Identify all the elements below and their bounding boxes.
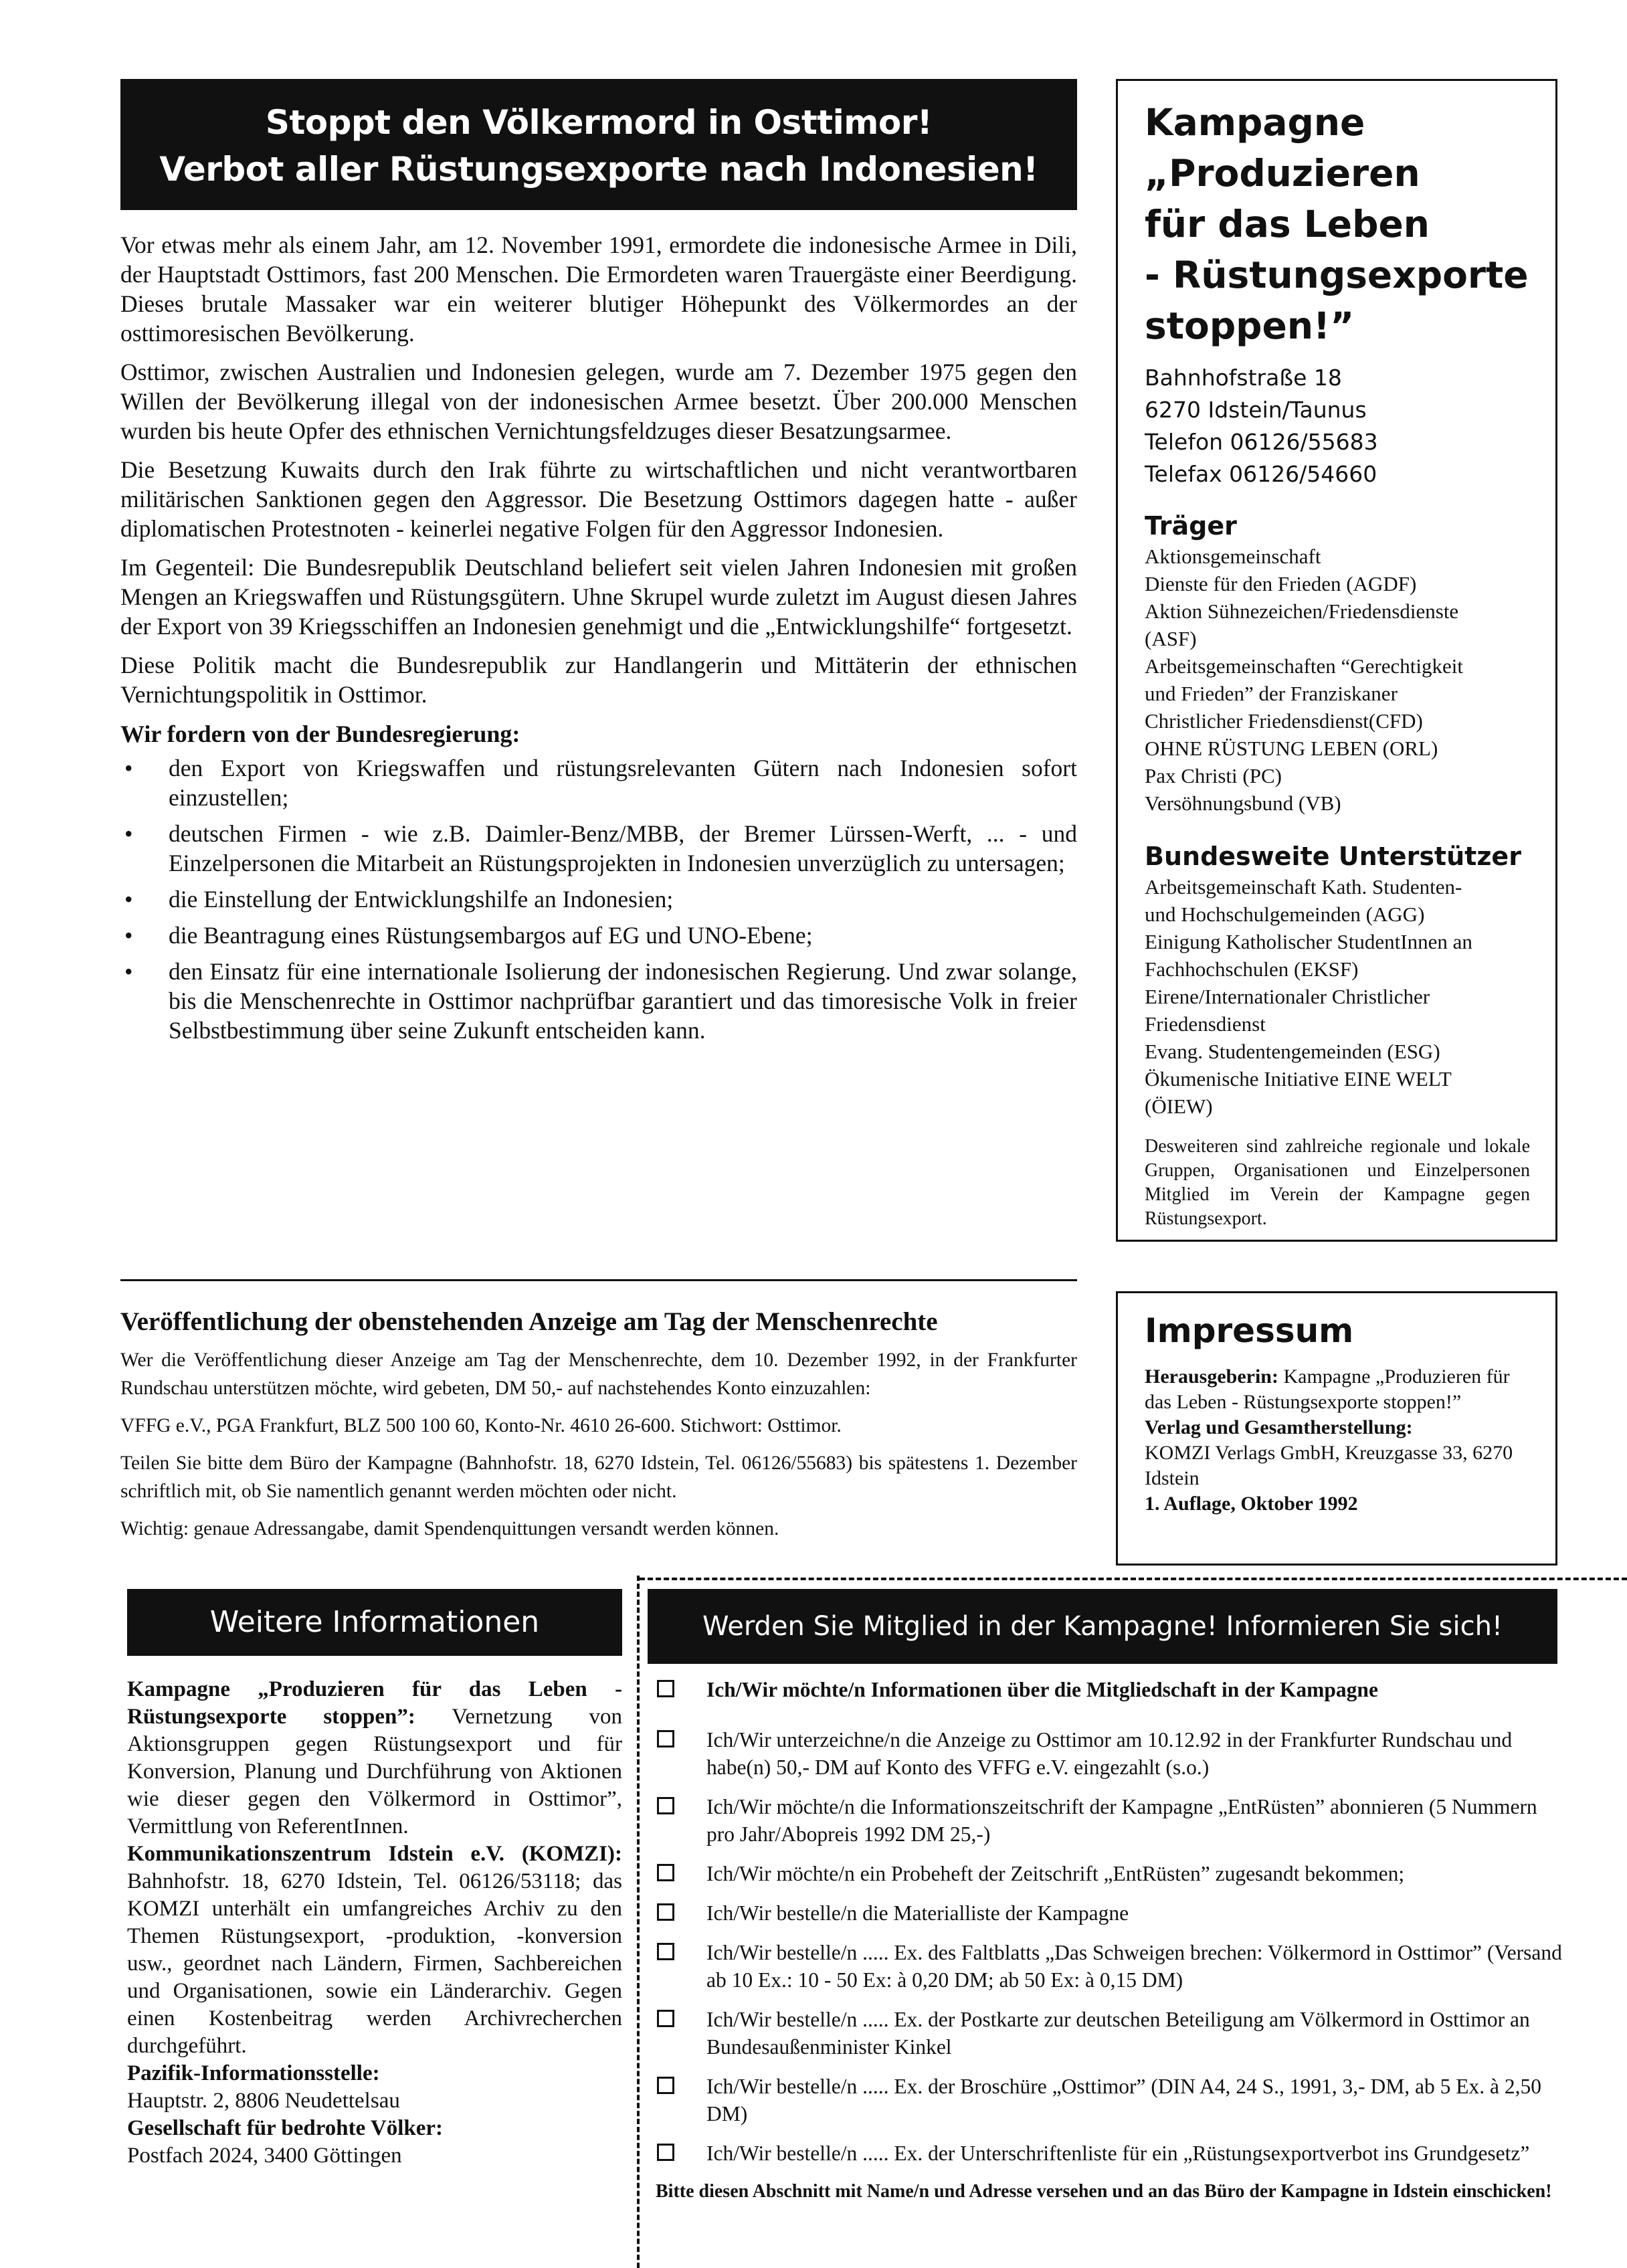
supporter-item: Ökumenische Initiative EINE WELT	[1145, 1067, 1452, 1091]
checkbox[interactable]	[657, 1864, 674, 1881]
traeger-item: Aktionsgemeinschaft	[1145, 545, 1321, 568]
supporter-item: Arbeitsgemeinschaft Kath. Studenten-	[1145, 875, 1462, 899]
info-entry-name: Pazifik-Informationsstelle:	[127, 2061, 380, 2085]
checkbox[interactable]	[657, 1903, 674, 1921]
article-paragraph: Diese Politik macht die Bundesrepublik zur Handlangerin und Mittäterin der ethnischen Vernichtungspolitik in Osttimor.	[120, 652, 1077, 708]
traeger-item: OHNE RÜSTUNG LEBEN (ORL)	[1145, 737, 1438, 760]
supporter-item: Fachhochschulen (EKSF)	[1145, 957, 1359, 981]
info-entry-text: Vernetzung von Aktionsgruppen gegen Rüstungsexport und für Konversion, Planung und Durchführung von Aktionen wie dieser gegen den Völkermord in Osttimor”, Vermittlung von ReferentInnen.	[127, 1705, 622, 1838]
headline-line-2: Verbot aller Rüstungsexporte nach Indonesien!	[159, 150, 1038, 189]
article-paragraph: Die Besetzung Kuwaits durch den Irak führte zu wirtschaftlichen und nicht verantwortbaren militärischen Sanktionen gegen den Aggressor. Die Besetzung Osttimors dagegen hatte - außer diplomatischen Protestnoten - keinerlei negative Folgen für den Aggressor Indonesien.	[120, 456, 1077, 542]
edition-text: 1. Auflage, Oktober 1992	[1145, 1493, 1358, 1515]
cut-line-horizontal	[640, 1578, 1627, 1580]
option-text: Ich/Wir möchte/n ein Probeheft der Zeitschrift „EntRüsten” zugesandt bekommen;	[706, 1862, 1405, 1885]
checkbox[interactable]	[657, 1730, 674, 1747]
article-paragraph: Vor etwas mehr als einem Jahr, am 12. November 1991, ermordete die indonesische Armee in Dili, der Hauptstadt Osttimors, fast 200 Menschen. Die Ermordeten waren Trauergäste einer Beerdigung. Dieses brutale Massaker war ein weiterer blutiger Höhepunkt des Völkermordes an der osttimoresischen Bevölkerung.	[120, 231, 1077, 347]
campaign-info-box	[1116, 79, 1557, 1242]
section-divider	[120, 1279, 1077, 1281]
checkbox[interactable]	[657, 2144, 674, 2161]
membership-option	[656, 1899, 1565, 1927]
info-entry	[127, 1676, 622, 1840]
demand-item	[120, 884, 1077, 914]
membership-option	[656, 2006, 1565, 2061]
checkbox[interactable]	[657, 1943, 674, 1960]
option-text: Ich/Wir bestelle/n ..... Ex. der Unterschriftenliste für ein „Rüstungsexportverbot ins Grundgesetz”	[706, 2142, 1530, 2165]
membership-option	[656, 2073, 1565, 2128]
membership-option	[656, 2140, 1565, 2167]
traeger-item: und Frieden” der Franziskaner	[1145, 682, 1398, 705]
supporter-item: Eirene/Internationaler Christlicher	[1145, 985, 1430, 1008]
checkbox[interactable]	[657, 1680, 674, 1697]
traeger-item: Arbeitsgemeinschaften “Gerechtigkeit	[1145, 654, 1463, 678]
info-banner: Weitere Informationen	[127, 1589, 622, 1656]
campaign-title-line: für das Leben	[1145, 203, 1430, 246]
membership-form	[656, 1676, 1565, 2204]
impressum-publisher	[1145, 1364, 1530, 1415]
membership-instructions: Bitte diesen Abschnitt mit Name/n und Adresse versehen und an das Büro der Kampagne in Idstein einschicken!	[656, 2181, 1552, 2202]
traeger-heading: Träger	[1145, 511, 1237, 541]
demand-item	[120, 957, 1077, 1045]
bullet-icon: •	[124, 922, 133, 949]
info-entry-text: Bahnhofstr. 18, 6270 Idstein, Tel. 06126/53118; das KOMZI unterhält ein umfangreiches Archiv zu den Themen Rüstungsexport, -produktion, -konversion usw., geordnet nach Ländern, Firmen, Sachbereichen und Organisationen, sowie ein Länderarchiv. Gegen einen Kostenbeitrag werden Archivrecherchen durchgeführt.	[127, 1869, 622, 2058]
option-text: Ich/Wir bestelle/n ..... Ex. des Faltblatts „Das Schweigen brechen: Völkermord in Osttimor” (Versand ab 10 Ex.: 10 - 50 Ex: à 0,20 DM; ab 50 Ex: à 0,15 DM)	[706, 1941, 1562, 1992]
demands-list	[120, 753, 1077, 1045]
option-text: Ich/Wir unterzeichne/n die Anzeige zu Osttimor am 10.12.92 in der Frankfurter Rundschau und habe(n) 50,- DM auf Konto des VFFG e.V. eingezahlt (s.o.)	[706, 1728, 1513, 1779]
production-label: Verlag und Gesamtherstellung:	[1145, 1416, 1413, 1438]
membership-option	[656, 1726, 1565, 1781]
option-text: Ich/Wir bestelle/n die Materialliste der Kampagne	[706, 1901, 1129, 1925]
campaign-address	[1145, 362, 1530, 490]
publication-paragraph: Wer die Veröffentlichung dieser Anzeige am Tag der Menschenrechte, dem 10. Dezember 1992, in der Frankfurter Rundschau unterstützen möchte, wird gebeten, DM 50,- auf nachstehendes Konto einzuzahlen:	[120, 1349, 1077, 1399]
traeger-item: (ASF)	[1145, 627, 1197, 650]
option-text: Ich/Wir möchte/n Informationen über die Mitgliedschaft in der Kampagne	[706, 1678, 1378, 1701]
bullet-icon: •	[124, 958, 133, 985]
option-text: Ich/Wir bestelle/n ..... Ex. der Postkarte zur deutschen Beteiligung am Völkermord in Osttimor an Bundesaußenminister Kinkel	[706, 2008, 1530, 2059]
traeger-item: Versöhnungsbund (VB)	[1145, 791, 1341, 815]
campaign-title-line: stoppen!”	[1145, 304, 1355, 347]
demand-text: deutschen Firmen - wie z.B. Daimler-Benz/MBB, der Bremer Lürssen-Werft, ... - und Einzelpersonen die Mitarbeit an Rüstungsprojekten in Indonesien unverzüglich zu untersagen;	[169, 820, 1077, 876]
supporter-item: (ÖIEW)	[1145, 1095, 1213, 1118]
publication-paragraph: VFFG e.V., PGA Frankfurt, BLZ 500 100 60, Konto-Nr. 4610 26-600. Stichwort: Osttimor.	[120, 1415, 842, 1436]
membership-option	[656, 1793, 1565, 1848]
address-line: 6270 Idstein/Taunus	[1145, 397, 1367, 423]
info-entry	[127, 2060, 622, 2115]
option-text: Ich/Wir bestelle/n ..... Ex. der Broschüre „Osttimor” (DIN A4, 24 S., 1991, 3,- DM, ab 5 Ex. à 2,50 DM)	[706, 2075, 1541, 2125]
supporters-list	[1145, 873, 1530, 1120]
traeger-item: Pax Christi (PC)	[1145, 764, 1282, 787]
bullet-icon: •	[124, 820, 133, 847]
headline-line-1: Stoppt den Völkermord in Osttimor!	[265, 103, 933, 142]
campaign-title-line: „Produzieren	[1145, 152, 1420, 195]
traeger-item: Dienste für den Frieden (AGDF)	[1145, 572, 1417, 595]
supporter-item: Friedensdienst	[1145, 1012, 1266, 1036]
info-entry-text: Postfach 2024, 3400 Göttingen	[127, 2144, 402, 2168]
address-line: Telefax 06126/54660	[1145, 461, 1377, 487]
info-entry-text: Hauptstr. 2, 8806 Neudettelsau	[127, 2089, 400, 2113]
demand-text: den Export von Kriegswaffen und rüstungsrelevanten Gütern nach Indonesien sofort einzustellen;	[169, 755, 1077, 811]
article-paragraph: Osttimor, zwischen Australien und Indonesien gelegen, wurde am 7. Dezember 1975 gegen den Willen der Bevölkerung illegal von der indonesischen Armee besetzt. Über 200.000 Menschen wurden bis heute Opfer des ethnischen Vernichtungsfeldzuges dieser Besatzungsarmee.	[120, 359, 1077, 444]
info-entry-name: Kommunikationszentrum Idstein e.V. (KOMZI):	[127, 1842, 622, 1866]
info-entry-name: Kampagne „Produzieren für das Leben - Rüstungsexporte stoppen”:	[127, 1677, 622, 1729]
publisher-text: Kampagne „Produzieren für das Leben - Rüstungsexporte stoppen!”	[1145, 1365, 1510, 1413]
demands-heading: Wir fordern von der Bundesregierung:	[120, 721, 520, 747]
production-text: KOMZI Verlags GmbH, Kreuzgasse 33, 6270 Idstein	[1145, 1442, 1513, 1489]
checkbox[interactable]	[657, 2077, 674, 2094]
demand-item	[120, 921, 1077, 950]
publication-heading: Veröffentlichung der obenstehenden Anzeige am Tag der Menschenrechte	[120, 1307, 938, 1336]
demand-item	[120, 819, 1077, 878]
cut-line-vertical	[637, 1576, 640, 2268]
main-headline-banner	[120, 79, 1077, 210]
impressum-title: Impressum	[1145, 1311, 1354, 1350]
traeger-item: Aktion Sühnezeichen/Friedensdienste	[1145, 599, 1459, 623]
checkbox[interactable]	[657, 2010, 674, 2027]
info-entry	[127, 2115, 622, 2170]
traeger-item: Christlicher Friedensdienst(CFD)	[1145, 709, 1423, 733]
membership-option	[656, 1939, 1565, 1994]
membership-option	[656, 1860, 1565, 1887]
supporter-item: und Hochschulgemeinden (AGG)	[1145, 903, 1425, 926]
supporters-heading: Bundesweite Unterstützer	[1145, 842, 1521, 871]
demand-text: die Einstellung der Entwicklungshilfe an Indonesien;	[169, 886, 674, 913]
option-text: Ich/Wir möchte/n die Informationszeitschrift der Kampagne „EntRüsten” abonnieren (5 Nummern pro Jahr/Abopreis 1992 DM 25,-)	[706, 1795, 1537, 1846]
publication-paragraph: Wichtig: genaue Adressangabe, damit Spendenquittungen versandt werden können.	[120, 1518, 779, 1539]
membership-banner: Werden Sie Mitglied in der Kampagne! Informieren Sie sich!	[648, 1589, 1557, 1664]
campaign-note: Desweiteren sind zahlreiche regionale und lokale Gruppen, Organisationen und Einzelpersonen Mitglied im Verein der Kampagne gegen Rüstungsexport.	[1145, 1136, 1530, 1229]
info-entry-name: Gesellschaft für bedrohte Völker:	[127, 2116, 444, 2140]
impressum-box	[1116, 1291, 1557, 1566]
demand-text: den Einsatz für eine internationale Isolierung der indonesischen Regierung. Und zwar solange, bis die Menschenrechte in Osttimor nachprüfbar garantiert und das timoresische Volk in freier Selbstbestimmung über seine Zukunft entscheiden kann.	[169, 958, 1077, 1044]
traeger-list	[1145, 543, 1530, 817]
supporter-item: Evang. Studentengemeinden (ESG)	[1145, 1040, 1440, 1063]
publication-paragraph: Teilen Sie bitte dem Büro der Kampagne (Bahnhofstr. 18, 6270 Idstein, Tel. 06126/55683) bis spätestens 1. Dezember schriftlich mit, ob Sie namentlich genannt werden möchten oder nicht.	[120, 1452, 1077, 1502]
membership-option	[656, 1676, 1565, 1703]
campaign-title-line: Kampagne	[1145, 101, 1365, 144]
info-column	[127, 1676, 622, 2170]
demand-item	[120, 753, 1077, 812]
address-line: Telefon 06126/55683	[1145, 429, 1378, 455]
bullet-icon: •	[124, 886, 133, 913]
publication-notice	[120, 1305, 1077, 1552]
info-entry	[127, 1840, 622, 2060]
campaign-title	[1145, 97, 1530, 351]
article-paragraph: Im Gegenteil: Die Bundesrepublik Deutschland beliefert seit vielen Jahren Indonesien mit großen Mengen an Kriegswaffen und Rüstungsgütern. Uhne Skrupel wurde zuletzt im August diesen Jahres der Export von 39 Kriegsschiffen an Indonesien genehmigt und die „Entwicklungshilfe“ fortgesetzt.	[120, 554, 1077, 640]
campaign-title-line: - Rüstungsexporte	[1145, 254, 1529, 296]
bullet-icon: •	[124, 755, 133, 781]
demand-text: die Beantragung eines Rüstungsembargos auf EG und UNO-Ebene;	[169, 922, 813, 949]
address-line: Bahnhofstraße 18	[1145, 365, 1342, 391]
checkbox[interactable]	[657, 1797, 674, 1814]
publisher-label: Herausgeberin:	[1145, 1365, 1278, 1388]
main-article	[120, 230, 1077, 1052]
supporter-item: Einigung Katholischer StudentInnen an	[1145, 930, 1472, 953]
